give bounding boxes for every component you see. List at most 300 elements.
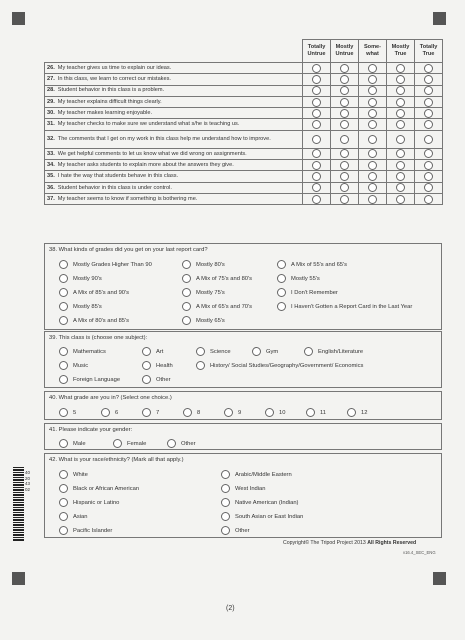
- question-41-box: [44, 423, 442, 450]
- option-label: Pacific Islander: [73, 528, 113, 535]
- answer-radio[interactable]: [340, 183, 349, 192]
- answer-radio[interactable]: [340, 172, 349, 181]
- radio-circle[interactable]: [101, 408, 110, 417]
- answer-radio[interactable]: [368, 75, 377, 84]
- radio-circle[interactable]: [304, 347, 313, 356]
- answer-cell: [387, 96, 415, 107]
- answer-radio[interactable]: [368, 172, 377, 181]
- radio-circle[interactable]: [59, 439, 68, 448]
- question-41-title: 41. Please indicate your gender:: [49, 427, 133, 433]
- answer-cell: [415, 96, 443, 107]
- radio-option[interactable]: [182, 302, 252, 311]
- radio-option[interactable]: [306, 408, 326, 417]
- answer-radio[interactable]: [368, 135, 377, 144]
- answer-cell: [303, 130, 331, 148]
- option-label: Other: [181, 441, 196, 448]
- checkbox-option[interactable]: [59, 498, 119, 507]
- answer-cell: [359, 85, 387, 96]
- header-totally-true: Totally True: [415, 40, 443, 63]
- answer-cell: [331, 63, 359, 74]
- radio-option[interactable]: [59, 408, 76, 417]
- radio-option[interactable]: [59, 274, 102, 283]
- answer-cell: [359, 193, 387, 204]
- answer-radio[interactable]: [368, 149, 377, 158]
- option-label: 9: [238, 410, 242, 417]
- question-cell: [45, 96, 303, 107]
- checkbox-circle[interactable]: [221, 512, 230, 521]
- checkbox-option[interactable]: [221, 498, 298, 507]
- radio-option[interactable]: [59, 302, 102, 311]
- question-text: My teacher seems to know if something is bothering me.: [57, 195, 198, 202]
- option-label: West Indian: [235, 486, 266, 493]
- answer-cell: [331, 182, 359, 193]
- answer-radio[interactable]: [312, 98, 321, 107]
- question-cell: [45, 119, 303, 130]
- radio-circle[interactable]: [59, 361, 68, 370]
- answer-radio[interactable]: [340, 135, 349, 144]
- answer-radio[interactable]: [396, 172, 405, 181]
- radio-option[interactable]: [347, 408, 367, 417]
- answer-cell: [303, 74, 331, 85]
- radio-option[interactable]: [277, 288, 338, 297]
- question-text: We get helpful comments to let us know what we did wrong on assignments.: [57, 150, 247, 157]
- question-number: 26.: [47, 64, 55, 71]
- answer-cell: [415, 148, 443, 159]
- question-cell: [45, 148, 303, 159]
- checkbox-circle[interactable]: [59, 484, 68, 493]
- radio-option[interactable]: [142, 361, 173, 370]
- question-number: 28.: [47, 87, 55, 94]
- answer-radio[interactable]: [368, 195, 377, 204]
- checkbox-option[interactable]: [221, 470, 292, 479]
- table-row: [45, 130, 443, 148]
- answer-cell: [303, 148, 331, 159]
- answer-radio[interactable]: [424, 86, 433, 95]
- radio-option[interactable]: [304, 347, 363, 356]
- answer-cell: [359, 108, 387, 119]
- option-label: Arabic/Middle Eastern: [235, 472, 292, 479]
- answer-radio[interactable]: [340, 75, 349, 84]
- checkbox-option[interactable]: [221, 484, 266, 493]
- option-label: English/Literature: [318, 349, 364, 356]
- checkbox-option[interactable]: [59, 512, 88, 521]
- radio-circle[interactable]: [183, 408, 192, 417]
- answer-radio[interactable]: [396, 149, 405, 158]
- question-text: Student behavior in this class is a problem.: [57, 87, 165, 94]
- answer-cell: [387, 171, 415, 182]
- answer-cell: [359, 74, 387, 85]
- answer-cell: [387, 85, 415, 96]
- answer-radio[interactable]: [312, 172, 321, 181]
- answer-radio[interactable]: [396, 75, 405, 84]
- option-label: South Asian or East Indian: [235, 514, 304, 521]
- answer-cell: [303, 85, 331, 96]
- question-38-title: 38. What kinds of grades did you get on your last report card?: [49, 247, 208, 253]
- question-text: My teacher explains difficult things clearly.: [57, 98, 162, 105]
- checkbox-option[interactable]: [59, 470, 88, 479]
- answer-radio[interactable]: [424, 120, 433, 129]
- radio-option[interactable]: [182, 316, 225, 325]
- question-42-title: 42. What is your race/ethnicity? (Mark all that apply.): [49, 457, 184, 463]
- table-row: [45, 85, 443, 96]
- answer-radio[interactable]: [340, 149, 349, 158]
- answer-radio[interactable]: [340, 86, 349, 95]
- answer-radio[interactable]: [424, 135, 433, 144]
- option-label: Male: [73, 441, 86, 448]
- answer-radio[interactable]: [368, 183, 377, 192]
- answer-cell: [359, 171, 387, 182]
- radio-circle[interactable]: [59, 288, 68, 297]
- registration-mark-top-right: [433, 12, 446, 25]
- answer-cell: [303, 96, 331, 107]
- answer-cell: [415, 108, 443, 119]
- answer-radio[interactable]: [424, 183, 433, 192]
- radio-option[interactable]: [182, 274, 252, 283]
- answer-cell: [331, 160, 359, 171]
- question-40-title: 40. What grade are you in? (Select one choice.): [49, 395, 172, 401]
- radio-circle[interactable]: [277, 260, 286, 269]
- checkbox-circle[interactable]: [221, 484, 230, 493]
- answer-radio[interactable]: [340, 98, 349, 107]
- question-number: 36.: [47, 184, 55, 191]
- answer-radio[interactable]: [424, 195, 433, 204]
- option-label: Female: [127, 441, 147, 448]
- answer-radio[interactable]: [368, 109, 377, 118]
- radio-option[interactable]: [182, 260, 225, 269]
- answer-radio[interactable]: [424, 172, 433, 181]
- barcode: [13, 467, 24, 541]
- answer-cell: [415, 85, 443, 96]
- question-number: 27.: [47, 76, 55, 83]
- answer-radio[interactable]: [396, 195, 405, 204]
- answer-cell: [303, 182, 331, 193]
- table-row: [45, 182, 443, 193]
- checkbox-option[interactable]: [221, 512, 303, 521]
- answer-radio[interactable]: [424, 98, 433, 107]
- registration-mark-bottom-left: [12, 572, 25, 585]
- radio-circle[interactable]: [265, 408, 274, 417]
- radio-circle[interactable]: [142, 361, 151, 370]
- answer-cell: [359, 148, 387, 159]
- option-label: 6: [115, 410, 119, 417]
- option-label: Mostly 55's: [291, 276, 320, 283]
- answer-cell: [359, 63, 387, 74]
- answer-cell: [303, 193, 331, 204]
- radio-option[interactable]: [277, 260, 347, 269]
- table-row: [45, 148, 443, 159]
- option-label: Other: [156, 377, 171, 384]
- question-number: 31.: [47, 121, 55, 128]
- question-text: The comments that I get on my work in this class help me understand how to improve.: [57, 136, 271, 143]
- answer-cell: [387, 160, 415, 171]
- radio-option[interactable]: [142, 375, 171, 384]
- answer-radio[interactable]: [424, 75, 433, 84]
- radio-circle[interactable]: [224, 408, 233, 417]
- answer-cell: [303, 63, 331, 74]
- answer-cell: [359, 119, 387, 130]
- radio-circle[interactable]: [182, 316, 191, 325]
- answer-radio[interactable]: [312, 183, 321, 192]
- option-label: 12: [361, 410, 368, 417]
- barcode-number: 40204302: [25, 470, 31, 492]
- answer-radio[interactable]: [396, 120, 405, 129]
- option-label: Mostly 85's: [73, 304, 102, 311]
- question-42-box: [44, 453, 442, 538]
- radio-option[interactable]: [196, 361, 363, 370]
- question-text: In this class, we learn to correct our mistakes.: [57, 76, 171, 83]
- checkbox-option[interactable]: [59, 484, 139, 493]
- answer-radio[interactable]: [368, 161, 377, 170]
- radio-option[interactable]: [59, 347, 106, 356]
- answer-cell: [415, 63, 443, 74]
- answer-cell: [331, 171, 359, 182]
- answer-cell: [415, 171, 443, 182]
- answer-radio[interactable]: [396, 109, 405, 118]
- radio-circle[interactable]: [142, 375, 151, 384]
- option-label: A Mix of 75's and 80's: [196, 276, 253, 283]
- answer-cell: [387, 130, 415, 148]
- question-text: My teacher checks to make sure we understand what s/he is teaching us.: [57, 121, 240, 128]
- question-cell: [45, 182, 303, 193]
- radio-circle[interactable]: [277, 274, 286, 283]
- answer-radio[interactable]: [368, 64, 377, 73]
- option-label: A Mix of 65's and 70's: [196, 304, 253, 311]
- answer-radio[interactable]: [368, 120, 377, 129]
- question-number: 34.: [47, 161, 55, 168]
- answer-radio[interactable]: [396, 135, 405, 144]
- answer-radio[interactable]: [424, 149, 433, 158]
- question-cell: [45, 108, 303, 119]
- radio-option[interactable]: [167, 439, 196, 448]
- radio-circle[interactable]: [113, 439, 122, 448]
- option-label: Asian: [73, 514, 88, 521]
- radio-option[interactable]: [113, 439, 146, 448]
- answer-radio[interactable]: [424, 109, 433, 118]
- answer-radio[interactable]: [396, 98, 405, 107]
- answer-cell: [303, 108, 331, 119]
- option-label: History/ Social Studies/Geography/Government/ Economics: [210, 363, 364, 370]
- answer-radio[interactable]: [312, 161, 321, 170]
- radio-circle[interactable]: [182, 260, 191, 269]
- answer-radio[interactable]: [396, 183, 405, 192]
- radio-circle[interactable]: [347, 408, 356, 417]
- table-row: [45, 193, 443, 204]
- answer-cell: [359, 96, 387, 107]
- radio-option[interactable]: [59, 361, 88, 370]
- radio-option[interactable]: [101, 408, 118, 417]
- option-label: Mostly 80's: [196, 262, 225, 269]
- registration-mark-bottom-right: [433, 572, 446, 585]
- answer-cell: [331, 148, 359, 159]
- answer-cell: [331, 130, 359, 148]
- question-cell: [45, 193, 303, 204]
- radio-circle[interactable]: [59, 302, 68, 311]
- radio-circle[interactable]: [59, 274, 68, 283]
- option-label: I Haven't Gotten a Report Card in the Last Year: [291, 304, 413, 311]
- checkbox-option[interactable]: [59, 526, 112, 535]
- radio-circle[interactable]: [167, 439, 176, 448]
- option-label: I Don't Remember: [291, 290, 338, 297]
- option-label: Hispanic or Latino: [73, 500, 120, 507]
- radio-circle[interactable]: [59, 347, 68, 356]
- question-number: 35.: [47, 173, 55, 180]
- option-label: Black or African American: [73, 486, 140, 493]
- rights-text: All Rights Reserved: [367, 540, 417, 546]
- answer-cell: [387, 193, 415, 204]
- radio-circle[interactable]: [277, 288, 286, 297]
- answer-cell: [359, 130, 387, 148]
- answer-radio[interactable]: [396, 64, 405, 73]
- radio-option[interactable]: [59, 316, 129, 325]
- radio-circle[interactable]: [306, 408, 315, 417]
- radio-circle[interactable]: [142, 347, 151, 356]
- radio-circle[interactable]: [59, 316, 68, 325]
- table-row: [45, 63, 443, 74]
- question-number: 29.: [47, 98, 55, 105]
- radio-option[interactable]: [59, 375, 120, 384]
- answer-cell: [359, 160, 387, 171]
- table-row: [45, 74, 443, 85]
- header-blank: [45, 40, 303, 63]
- radio-circle[interactable]: [196, 347, 205, 356]
- header-mostly-untrue: Mostly Untrue: [331, 40, 359, 63]
- survey-table: [44, 39, 442, 205]
- checkbox-circle[interactable]: [59, 470, 68, 479]
- radio-option[interactable]: [59, 288, 129, 297]
- option-label: Other: [235, 528, 250, 535]
- option-label: 7: [156, 410, 160, 417]
- radio-option[interactable]: [142, 408, 159, 417]
- answer-cell: [331, 193, 359, 204]
- answer-radio[interactable]: [340, 109, 349, 118]
- checkbox-circle[interactable]: [59, 512, 68, 521]
- radio-circle[interactable]: [182, 274, 191, 283]
- answer-radio[interactable]: [396, 86, 405, 95]
- radio-option[interactable]: [142, 347, 163, 356]
- answer-radio[interactable]: [340, 120, 349, 129]
- option-label: White: [73, 472, 88, 479]
- answer-cell: [387, 63, 415, 74]
- radio-option[interactable]: [265, 408, 285, 417]
- radio-option[interactable]: [59, 260, 152, 269]
- answer-radio[interactable]: [424, 64, 433, 73]
- question-cell: [45, 85, 303, 96]
- question-cell: [45, 63, 303, 74]
- option-label: Art: [156, 349, 164, 356]
- radio-circle[interactable]: [59, 408, 68, 417]
- answer-radio[interactable]: [312, 86, 321, 95]
- question-cell: [45, 171, 303, 182]
- option-label: 10: [279, 410, 286, 417]
- checkbox-circle[interactable]: [59, 498, 68, 507]
- radio-circle[interactable]: [59, 375, 68, 384]
- answer-radio[interactable]: [312, 120, 321, 129]
- question-cell: [45, 160, 303, 171]
- question-39-box: [44, 331, 442, 388]
- radio-option[interactable]: [59, 439, 86, 448]
- option-label: Gym: [266, 349, 279, 356]
- radio-option[interactable]: [182, 288, 225, 297]
- question-number: 30.: [47, 110, 55, 117]
- radio-option[interactable]: [252, 347, 278, 356]
- radio-option[interactable]: [196, 347, 231, 356]
- question-38-box: [44, 243, 442, 330]
- answer-cell: [387, 182, 415, 193]
- question-40-box: [44, 391, 442, 420]
- answer-cell: [387, 119, 415, 130]
- page-number: (2): [226, 605, 235, 612]
- radio-circle[interactable]: [142, 408, 151, 417]
- answer-cell: [415, 182, 443, 193]
- table-row: [45, 96, 443, 107]
- question-text: My teacher gives us time to explain our ideas.: [57, 64, 172, 71]
- option-label: Mostly Grades Higher Than 90: [73, 262, 152, 269]
- answer-cell: [387, 108, 415, 119]
- answer-radio[interactable]: [368, 86, 377, 95]
- answer-radio[interactable]: [312, 75, 321, 84]
- radio-circle[interactable]: [252, 347, 261, 356]
- radio-circle[interactable]: [196, 361, 205, 370]
- answer-radio[interactable]: [368, 98, 377, 107]
- header-mostly-true: Mostly True: [387, 40, 415, 63]
- radio-option[interactable]: [277, 302, 412, 311]
- answer-radio[interactable]: [312, 135, 321, 144]
- radio-circle[interactable]: [59, 260, 68, 269]
- option-label: Mostly 75's: [196, 290, 225, 297]
- radio-circle[interactable]: [277, 302, 286, 311]
- registration-mark-top-left: [12, 12, 25, 25]
- radio-option[interactable]: [183, 408, 200, 417]
- checkbox-circle[interactable]: [59, 526, 68, 535]
- answer-cell: [415, 74, 443, 85]
- answer-cell: [415, 119, 443, 130]
- option-label: Science: [210, 349, 231, 356]
- answer-radio[interactable]: [312, 109, 321, 118]
- option-label: 11: [320, 410, 327, 417]
- checkbox-circle[interactable]: [221, 526, 230, 535]
- answer-cell: [331, 85, 359, 96]
- option-label: Music: [73, 363, 89, 370]
- question-number: 32.: [47, 136, 55, 143]
- answer-radio[interactable]: [312, 64, 321, 73]
- header-somewhat: Some-what: [359, 40, 387, 63]
- option-label: A Mix of 55's and 65's: [291, 262, 348, 269]
- answer-cell: [331, 74, 359, 85]
- question-cell: [45, 74, 303, 85]
- table-row: [45, 108, 443, 119]
- answer-cell: [303, 171, 331, 182]
- radio-circle[interactable]: [182, 288, 191, 297]
- checkbox-circle[interactable]: [221, 498, 230, 507]
- checkbox-option[interactable]: [221, 526, 250, 535]
- answer-cell: [359, 182, 387, 193]
- radio-circle[interactable]: [182, 302, 191, 311]
- answer-radio[interactable]: [340, 64, 349, 73]
- answer-radio[interactable]: [424, 161, 433, 170]
- question-text: I hate the way that students behave in this class.: [57, 173, 179, 180]
- answer-radio[interactable]: [340, 195, 349, 204]
- form-version: v16.4_SEC_ENG: [403, 550, 436, 555]
- header-totally-untrue: Totally Untrue: [303, 40, 331, 63]
- checkbox-circle[interactable]: [221, 470, 230, 479]
- option-label: Native American (Indian): [235, 500, 299, 507]
- answer-radio[interactable]: [312, 195, 321, 204]
- answer-radio[interactable]: [396, 161, 405, 170]
- radio-option[interactable]: [224, 408, 241, 417]
- radio-option[interactable]: [277, 274, 320, 283]
- answer-radio[interactable]: [340, 161, 349, 170]
- answer-radio[interactable]: [312, 149, 321, 158]
